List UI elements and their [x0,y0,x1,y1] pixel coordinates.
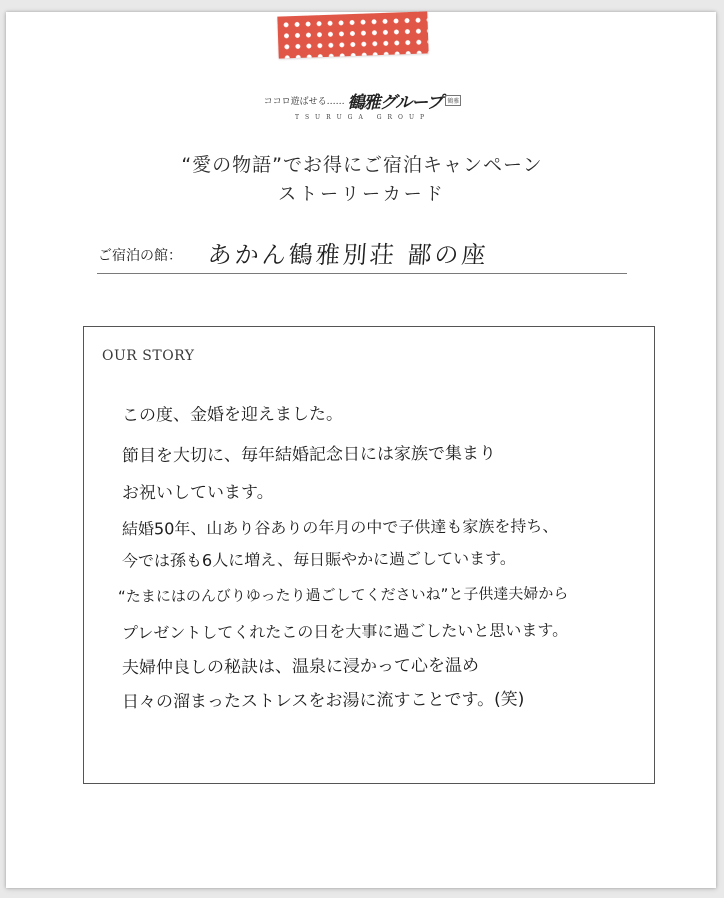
story-line: “たまにはのんびりゆったり過ごしてくださいね”と子供達夫婦から [117,584,569,606]
logo-main [255,88,470,113]
hotel-name: あかん鶴雅別荘 鄙の座 [206,241,490,269]
logo-seal: 鶴雅 [445,95,461,106]
logo-english: TSURUGA GROUP [294,114,431,121]
story-line: 結婚50年、山あり谷ありの年月の中で子供達も家族を持ち、 [121,516,559,539]
campaign-title: “愛の物語”でお得にご宿泊キャンペーン [181,154,543,176]
tsuruga-logo [255,88,470,128]
hotel-label: ご宿泊の館： [98,248,182,264]
masking-tape [277,11,428,58]
story-line: お祝いしています。 [121,482,274,504]
story-line: この度、金婚を迎えました。 [121,404,344,426]
story-line: 夫婦仲良しの秘訣は、温泉に浸かって心を温め [121,655,480,679]
story-line: プレゼントしてくれたこの日を大事に過ごしたいと思います。 [121,620,569,643]
hotel-underline [97,273,627,274]
story-line: 節目を大切に、毎年結婚記念日には家族で集まり [121,443,497,467]
story-heading: OUR STORY [102,348,195,364]
logo-brand: 鶴雅グループ [347,93,443,113]
story-line: 今では孫も6人に増え、毎日賑やかに過ごしています。 [121,548,516,571]
story-line: 日々の溜まったストレスをお湯に流すことです。(笑) [121,689,525,713]
logo-tagline: ココロ遊ばせる…… [263,97,345,107]
card-subtitle: ストーリーカード [278,184,446,205]
